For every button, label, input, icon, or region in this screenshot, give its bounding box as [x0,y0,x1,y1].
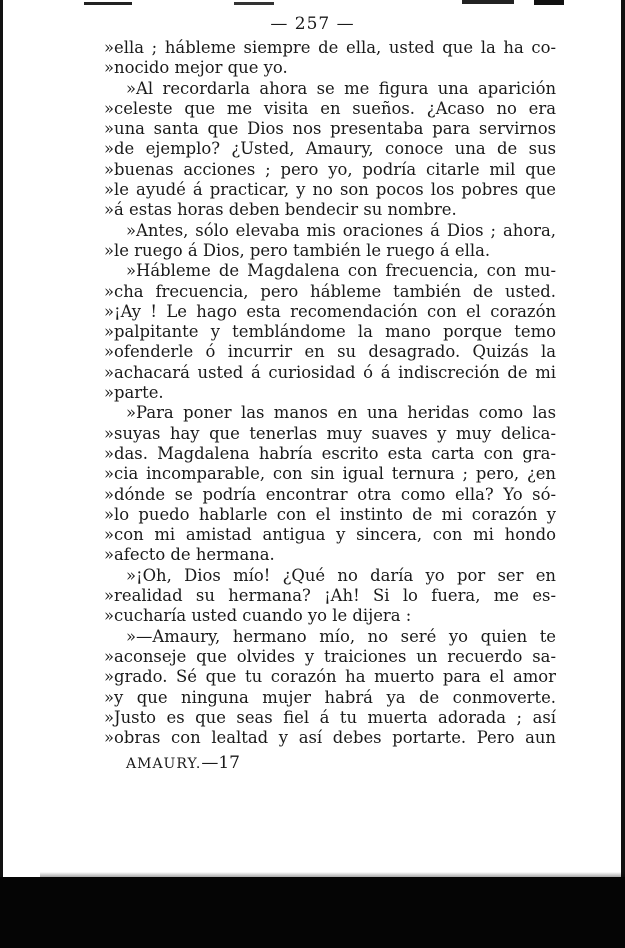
text-line: »¡Oh, Dios mío! ¿Qué no daría yo por ser en [126,565,556,585]
text-line: »nocido mejor que yo. [104,58,288,78]
text-line: »suyas hay que tenerlas muy suaves y muy delica- [104,423,556,443]
text-line: »obras con lealtad y así debes portarte. Pero aun [104,728,556,748]
text-line: »le ayudé á practicar, y no son pocos los pobres que [104,180,556,200]
text-line: »—Amaury, hermano mío, no seré yo quien te [126,626,556,646]
scan-right-edge [621,0,625,877]
text-line: »achacará usted á curiosidad ó á indiscreción de mi [104,362,556,382]
text-line: »Antes, sólo elevaba mis oraciones á Dios ; ahora, [126,220,556,240]
text-line: »cucharía usted cuando yo le dijera : [104,606,412,626]
text-line: »una santa que Dios nos presentaba para servirnos [104,119,556,139]
text-line: »Hábleme de Magdalena con frecuencia, con mu- [126,261,556,281]
text-line: »ella ; hábleme siempre de ella, usted que la ha co- [104,38,556,57]
text-line: »das. Magdalena habría escrito esta carta con gra- [104,443,556,463]
body-text [104,38,556,748]
text-line: »ofenderle ó incurrir en su desagrado. Quizás la [104,342,556,362]
text-line: »Para poner las manos en una heridas como las [126,403,556,423]
text-line: »aconseje que olvides y traiciones un recuerdo sa- [104,646,556,666]
text-line: »y que ninguna mujer habrá ya de conmoverte. [104,687,556,707]
text-line: »lo puedo hablarle con el instinto de mi corazón y [104,504,556,524]
signature-label: AMAURY. [126,756,202,772]
scan-left-edge [0,0,3,877]
text-line: »parte. [104,383,164,403]
text-line: »cha frecuencia, pero hábleme también de usted. [104,281,556,301]
text-line: »realidad su hermana? ¡Ah! Si lo fuera, me es- [104,586,556,606]
text-line: »¡Ay ! Le hago esta recomendación con el corazón [104,301,556,321]
text-line: »afecto de hermana. [104,545,275,565]
page-number: — 257 — [270,14,355,34]
text-line: »de ejemplo? ¿Usted, Amaury, conoce una de sus [104,139,556,159]
signature-mark [126,753,240,773]
text-line: »celeste que me visita en sueños. ¿Acaso no era [104,98,556,118]
text-line: »á estas horas deben bendecir su nombre. [104,200,457,220]
text-line: »Justo es que seas fiel á tu muerta adorada ; así [104,707,556,727]
text-line: »palpitante y temblándome la mano porque temo [104,322,556,342]
scan-bottom-band [0,877,625,948]
text-line: »buenas acciones ; pero yo, podría citarle mil que [104,159,556,179]
text-line: »grado. Sé que tu corazón ha muerto para el amor [104,667,556,687]
text-line: »dónde se podría encontrar otra como ella? Yo só- [104,484,556,504]
text-line: »cia incomparable, con sin igual ternura ; pero, ¿en [104,464,556,484]
signature-number: —17 [201,753,240,773]
scan-top-specks [0,0,625,14]
text-line: »Al recordarla ahora se me figura una aparición [126,78,556,98]
text-line: »le ruego á Dios, pero también le ruego á ella. [104,240,491,260]
text-line: »con mi amistad antigua y sincera, con mi hondo [104,525,556,545]
